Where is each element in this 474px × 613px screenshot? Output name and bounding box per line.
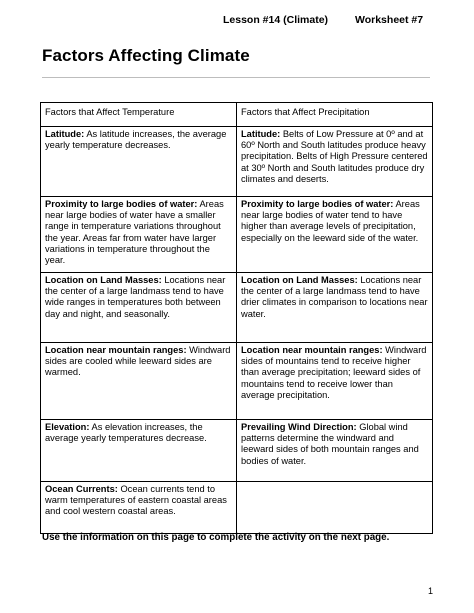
precipitation-factor-cell bbox=[237, 482, 433, 534]
factor-term: Elevation: bbox=[45, 422, 90, 432]
factor-description: Locations near the center of a large landmass tend to have drier climates in comparison to locations near water. bbox=[241, 275, 428, 319]
factor-description: Windward sides are cooled while leeward sides are warmed. bbox=[45, 345, 231, 378]
factor-description: Areas near large bodies of water tend to have higher than average levels of precipitation, especially on the leeward side of the water. bbox=[241, 199, 420, 243]
lesson-label: Lesson #14 (Climate) bbox=[223, 14, 329, 26]
temperature-factor-cell bbox=[41, 273, 237, 343]
factor-term: Ocean Currents: bbox=[45, 484, 118, 494]
precipitation-factor-cell bbox=[237, 273, 433, 343]
instruction-note: Use the information on this page to complete the activity on the next page. bbox=[42, 532, 390, 543]
temperature-factor-cell bbox=[41, 343, 237, 420]
page-number: 1 bbox=[428, 586, 434, 596]
precipitation-factor-cell bbox=[237, 343, 433, 420]
factor-term: Proximity to large bodies of water: bbox=[45, 199, 198, 209]
title-divider bbox=[42, 77, 430, 78]
table-row bbox=[41, 420, 433, 482]
precipitation-factor-cell bbox=[237, 127, 433, 197]
temperature-factor-cell bbox=[41, 127, 237, 197]
factor-description: As latitude increases, the average yearly temperature decreases. bbox=[45, 129, 227, 151]
factor-description: Ocean currents tend to warm temperatures of eastern coastal areas and cool western coastal areas. bbox=[45, 484, 227, 517]
table-row bbox=[41, 273, 433, 343]
factor-description: Locations near the center of a large landmass tend to have wide ranges in temperatures both between day and night, and seasonally. bbox=[45, 275, 226, 319]
table-header-row bbox=[41, 103, 433, 127]
factor-term: Location near mountain ranges: bbox=[45, 345, 187, 355]
factor-description: Global wind patterns determine the windward and leeward sides of both mountain ranges and bodies of water. bbox=[241, 422, 419, 466]
factor-description: As elevation increases, the average yearly temperatures decrease. bbox=[45, 422, 207, 444]
page-header bbox=[0, 14, 474, 30]
precipitation-factor-cell bbox=[237, 420, 433, 482]
table-body bbox=[41, 127, 433, 534]
factor-term: Location on Land Masses: bbox=[45, 275, 162, 285]
table-row bbox=[41, 127, 433, 197]
worksheet-label: Worksheet #7 bbox=[355, 14, 424, 26]
temperature-factor-cell bbox=[41, 420, 237, 482]
factor-term: Location on Land Masses: bbox=[241, 275, 358, 285]
factor-description: Areas near large bodies of water have a smaller range in temperature variations throughout the year. Areas far from water have larger variations in temperature throughout the year. bbox=[45, 199, 224, 266]
factor-term: Latitude: bbox=[45, 129, 85, 139]
temperature-factor-cell bbox=[41, 197, 237, 273]
precipitation-factor-cell bbox=[237, 197, 433, 273]
column-header-precipitation: Factors that Affect Precipitation bbox=[237, 103, 433, 127]
table-row bbox=[41, 197, 433, 273]
factor-term: Prevailing Wind Direction: bbox=[241, 422, 357, 432]
factor-description: Belts of Low Pressure at 0º and at 60º North and South latitudes produce heavy precipitation. Belts of High Pressure centered at 30º North and South latitudes produce dry climates and deserts. bbox=[241, 129, 428, 184]
factor-term: Latitude: bbox=[241, 129, 281, 139]
factor-term: Proximity to large bodies of water: bbox=[241, 199, 394, 209]
table-row bbox=[41, 482, 433, 534]
factor-description: Windward sides of mountains tend to receive higher than average precipitation; leeward sides of mountains tend to receive lower than average precipitation. bbox=[241, 345, 427, 400]
page-title: Factors Affecting Climate bbox=[42, 46, 250, 65]
table-row bbox=[41, 343, 433, 420]
temperature-factor-cell bbox=[41, 482, 237, 534]
factors-table bbox=[40, 102, 433, 534]
factor-term: Location near mountain ranges: bbox=[241, 345, 383, 355]
column-header-temperature: Factors that Affect Temperature bbox=[41, 103, 237, 127]
